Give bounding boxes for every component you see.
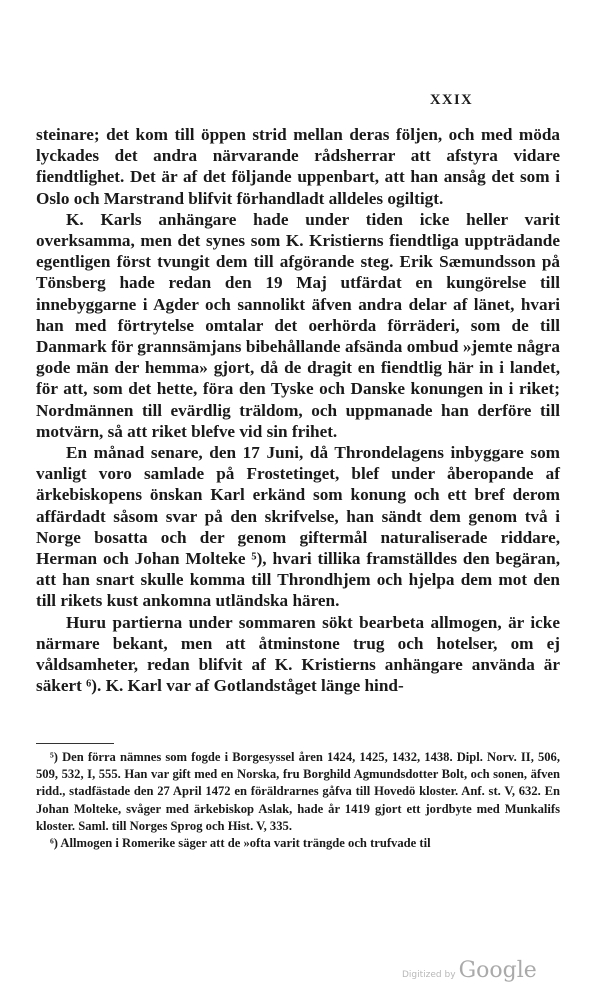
paragraph: En månad senare, den 17 Juni, då Throndelagens inbyggare som vanligt voro samlade på Frostetinget, blef under åberopande af ärkebiskopens önskan Karl erkänd som konung och ett bref derom affärdadt såsom svar på den skrifvelse, han sändt dem genom två i Norge bosatta och der genom giftermål naturaliserade riddare, Herman och Johan Molteke ⁵), hvari tillika framställdes den begäran, att han snart skulle komma till Throndhjem och hjelpa dem mot den till rikets kust ankomna utländska hären. (36, 443, 560, 611)
paragraph: steinare; det kom till öppen strid mellan deras följen, och med möda lyckades det andra närvarande rådsherrar att afstyra vidare fiendtlighet. Det är af det följande uppenbart, att han ansåg det som i Oslo och Marstrand blifvit förhandladt alldeles ogiltigt. (36, 125, 560, 208)
google-logo: Google (458, 958, 537, 983)
paragraph: K. Karls anhängare hade under tiden icke heller varit overksamma, men det synes som K. Kristierns fiendtliga uppträdande egentligen först tvungit dem till afgörande steg. Erik Sæmundsson på Tönsberg hade redan den 19 Maj utfärdat en kungörelse till innebyggarne i Agder och sannolikt äfven andra delar af länet, hvari han med förtrytelse omtalar det oerhörda förräderi, som de till Danmark för grannsämjans bibehållande afsända ombud »jemte några gode män der hemma» gjort, då de dragit en fiendtlig här in i landet, för att, som det hette, föra den Tyske och Danske konungen in i riket; Nordmännen till evärdlig träldom, och uppmanade han derföre till motvärn, så att riket blefve vid sin frihet. (36, 209, 560, 441)
footnote: ⁵) Den förra nämnes som fogde i Borgesyssel åren 1424, 1425, 1432, 1438. Dipl. Norv. II, 506, 509, 532, I, 555. Han var gift med en Norska, fru Borghild Agmundsdotter Bolt, och sonen, äfven ridd., stadfästade den 27 April 1472 en föräldrarnes gåfva till Hovedö kloster. Anf. st. V, 632. En Johan Molteke, svåger med ärkebiskop Aslak, hade år 1419 gjort ett jordbyte med Munkalifs kloster. Saml. till Norges Sprog och Hist. V, 335. (36, 750, 560, 833)
page-number: XXIX (430, 92, 474, 108)
body-text (36, 124, 560, 696)
digitized-watermark (402, 958, 537, 983)
paragraph: Huru partierna under sommaren sökt bearbeta allmogen, är icke närmare bekant, men att åtminstone trug och hotelser, om ej våldsamheter, redan blifvit af K. Kristierns anhängare använda är säkert ⁶). K. Karl var af Gotlandståget länge hind- (36, 612, 560, 696)
footnote: ⁶) Allmogen i Romerike säger att de »ofta varit trängde och trufvade til (50, 836, 431, 851)
footnote-rule (36, 743, 114, 744)
digitized-by-label: Digitized by (402, 970, 456, 980)
footnotes (36, 749, 560, 852)
